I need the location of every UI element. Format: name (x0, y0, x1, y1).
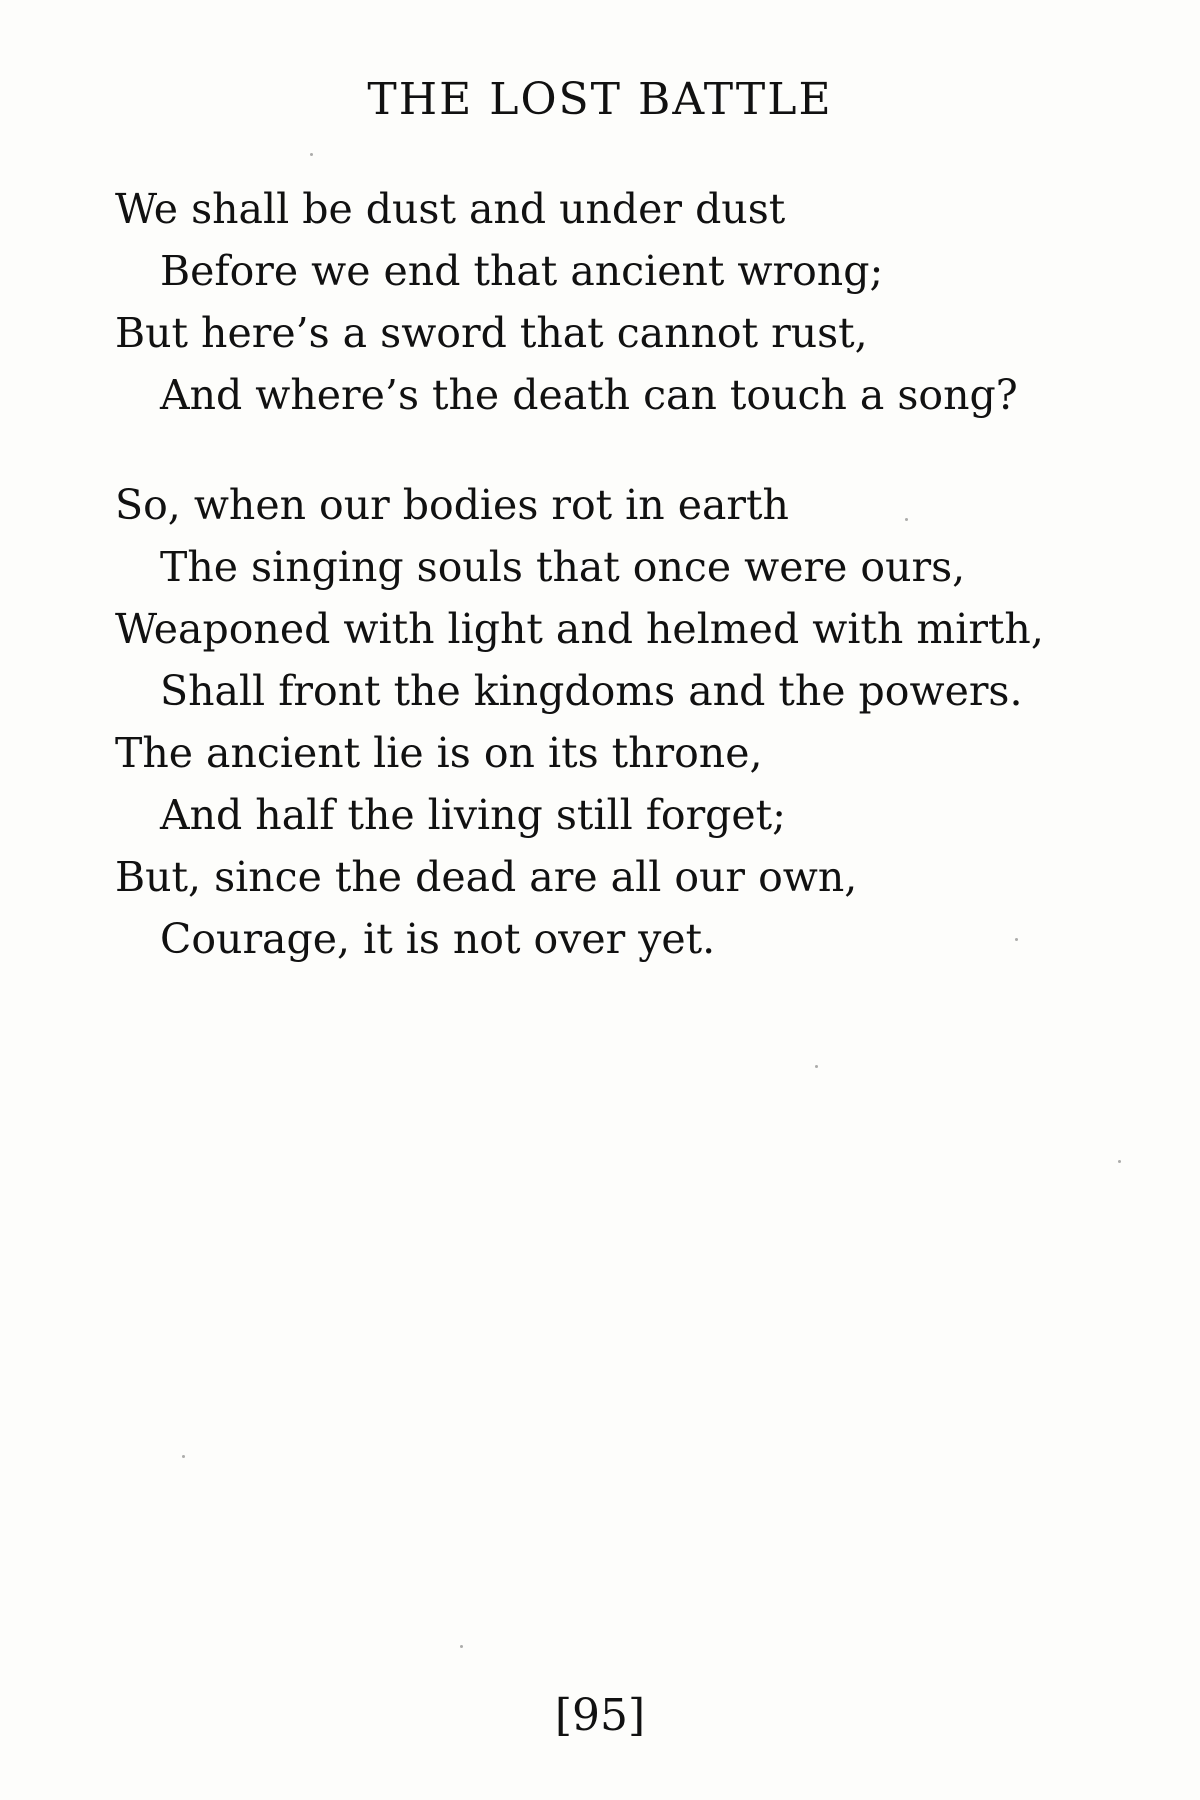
poem-line: And where’s the death can touch a song? (160, 371, 1018, 419)
poem-body (115, 178, 1115, 970)
poem-line: So, when our bodies rot in earth (115, 481, 789, 529)
poem-line: Courage, it is not over yet. (160, 915, 716, 963)
paper-speck (1118, 1160, 1121, 1163)
paper-speck (815, 1065, 818, 1068)
paper-speck (182, 1455, 185, 1458)
page-number: [95] (554, 1690, 646, 1741)
poem-line: But, since the dead are all our own, (115, 853, 858, 901)
poem-line: We shall be dust and under dust (115, 185, 786, 233)
poem-line: The singing souls that once were ours, (160, 543, 966, 591)
poem-line: The ancient lie is on its throne, (115, 729, 763, 777)
poem-line: But here’s a sword that cannot rust, (115, 309, 868, 357)
stanza-1 (115, 178, 1115, 426)
stanza-2 (115, 474, 1115, 970)
paper-speck (460, 1645, 463, 1648)
poem-line: Shall front the kingdoms and the powers. (160, 667, 1023, 715)
paper-speck (1015, 938, 1018, 941)
poem-line: Weaponed with light and helmed with mirth, (115, 605, 1044, 653)
paper-speck (905, 518, 908, 521)
paper-speck (310, 153, 313, 156)
poem-title: THE LOST BATTLE (367, 74, 833, 125)
stanza-divider (115, 426, 1115, 474)
poem-line: And half the living still forget; (160, 791, 786, 839)
poem-line: Before we end that ancient wrong; (160, 247, 884, 295)
